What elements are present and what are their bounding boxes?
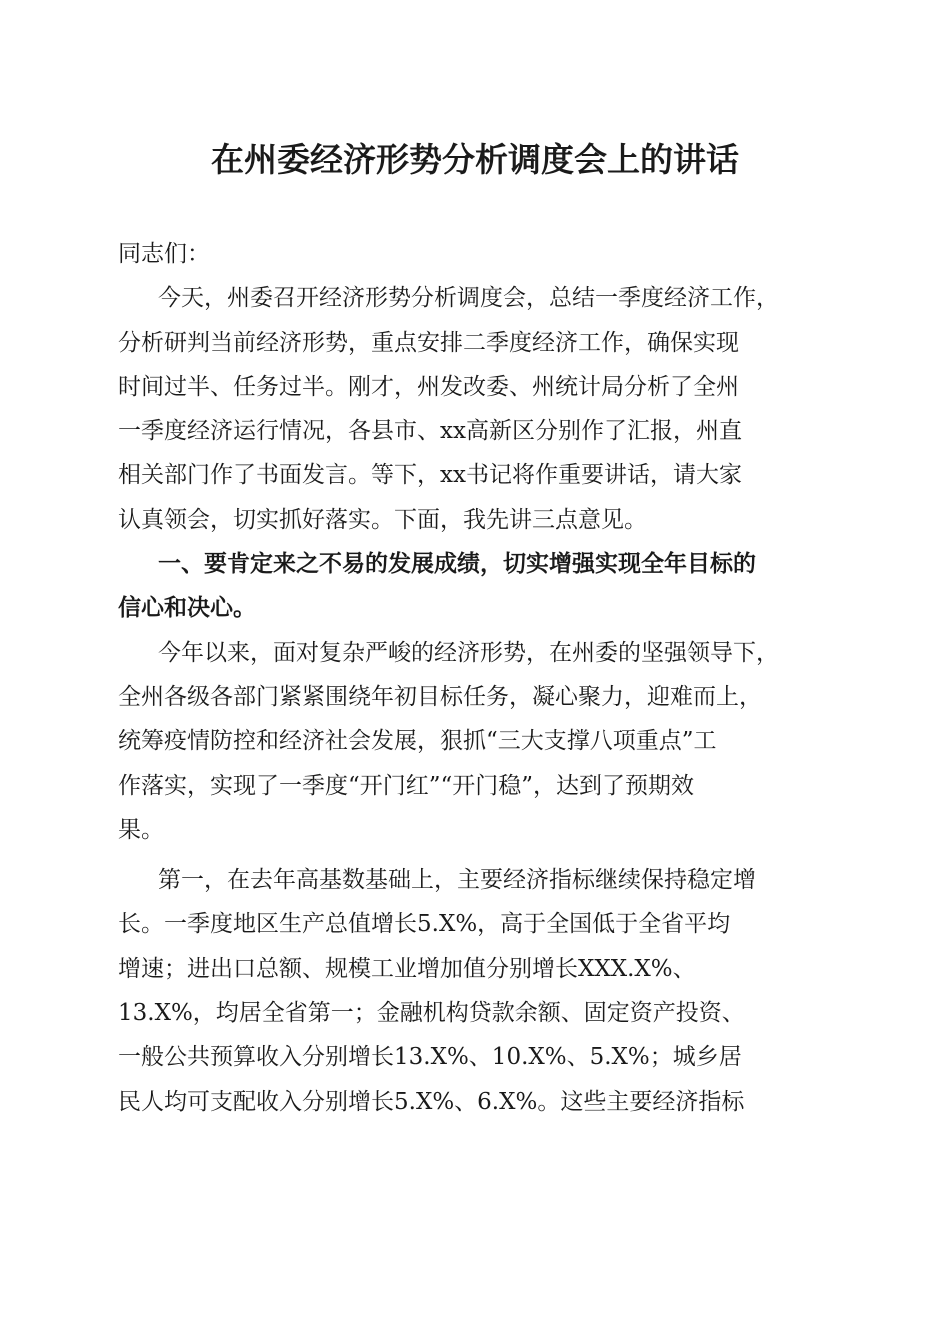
paragraph-line: 全州各级各部门紧紧围绕年初目标任务，凝心聚力，迎难而上， (118, 683, 762, 710)
section-heading-1 (118, 542, 830, 631)
heading-line: 一、要肯定来之不易的发展成绩，切实增强实现全年目标的 (158, 551, 756, 578)
paragraph-line: 相关部门作了书面发言。等下，xx书记将作重要讲话，请大家 (118, 462, 742, 489)
paragraph-line: 分析研判当前经济形势，重点安排二季度经济工作，确保实现 (118, 329, 739, 356)
paragraph-line: 第一，在去年高基数基础上，主要经济指标继续保持稳定增 (158, 867, 756, 894)
salutation: 同志们： (118, 241, 210, 267)
paragraph-line: 今天，州委召开经济形势分析调度会，总结一季度经济工作， (158, 285, 779, 312)
paragraph-opening (118, 276, 830, 542)
paragraph-line: 一般公共预算收入分别增长13.X%、10.X%、5.X%；城乡居 (118, 1044, 742, 1071)
paragraph-achievements (118, 631, 830, 852)
heading-line: 信心和决心。 (118, 595, 256, 622)
paragraph-line: 作落实，实现了一季度“开门红”“开门稳”，达到了预期效 (118, 772, 695, 799)
paragraph-line: 统筹疫情防控和经济社会发展，狠抓“三大支撑八项重点”工 (118, 728, 717, 755)
paragraph-line: 果。 (118, 816, 164, 843)
paragraph-line: 认真领会，切实抓好落实。下面，我先讲三点意见。 (118, 506, 647, 533)
paragraph-line: 长。一季度地区生产总值增长5.X%，高于全国低于全省平均 (118, 911, 731, 938)
paragraph-line: 今年以来，面对复杂严峻的经济形势，在州委的坚强领导下， (158, 639, 779, 666)
document-body (118, 232, 830, 1124)
paragraph-line: 13.X%，均居全省第一；金融机构贷款余额、固定资产投资、 (118, 1000, 745, 1027)
paragraph-line: 一季度经济运行情况，各县市、xx高新区分别作了汇报，州直 (118, 418, 742, 445)
document-title: 在州委经济形势分析调度会上的讲话 (211, 140, 739, 179)
paragraph-indicators (118, 858, 830, 1124)
paragraph-line: 民人均可支配收入分别增长5.X%、6.X%。这些主要经济指标 (118, 1088, 745, 1115)
paragraph-line: 增速；进出口总额、规模工业增加值分别增长XXX.X%、 (118, 955, 696, 982)
paragraph-line: 时间过半、任务过半。刚才，州发改委、州统计局分析了全州 (118, 373, 739, 400)
